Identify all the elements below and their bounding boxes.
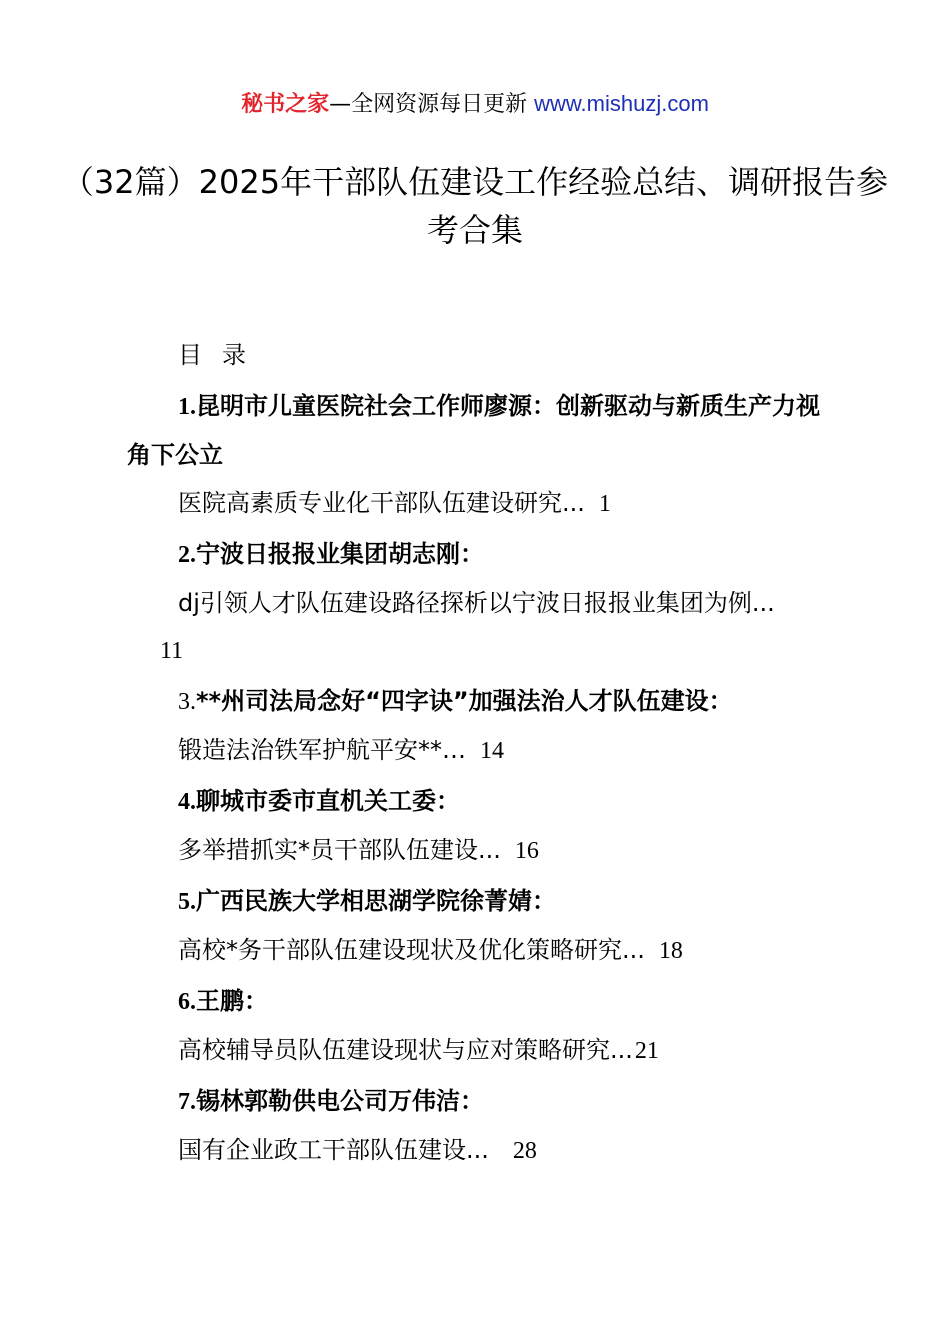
page-number: 1 xyxy=(598,491,611,517)
brand-slogan: —全网资源每日更新 xyxy=(329,92,528,117)
toc-entry[interactable] xyxy=(127,977,835,1075)
toc-entry-subtitle: 锻造法治铁军护航平安**… 14 xyxy=(178,736,504,764)
site-url-link[interactable]: www.mishuzj.com xyxy=(534,91,709,116)
toc-entry[interactable] xyxy=(127,382,835,528)
toc-entry-title: 3.**州司法局念好“四字诀”加强法治人才队伍建设： xyxy=(178,687,733,715)
toc-entry[interactable] xyxy=(127,530,835,675)
toc-entry-title: 2.宁波日报报业集团胡志刚： xyxy=(178,540,484,568)
site-banner xyxy=(0,88,950,121)
page-number: 14 xyxy=(480,738,504,764)
toc-entry-subtitle: 多举措抓实*员干部队伍建设... 16 xyxy=(178,836,539,864)
toc-entry[interactable] xyxy=(127,1077,835,1175)
toc-entry-subtitle: dj引领人才队伍建设路径探析以宁波日报报业集团为例... 11 xyxy=(127,579,835,675)
toc-entry-title: 4.聊城市委市直机关工委： xyxy=(178,787,460,815)
page-number: 28 xyxy=(512,1138,537,1164)
page-number: 18 xyxy=(658,938,683,964)
toc-entry-title: 5.广西民族大学相思湖学院徐菁婧： xyxy=(178,887,556,915)
toc-heading: 目录 xyxy=(178,341,266,369)
toc-entry-subtitle: 国有企业政工干部队伍建设... 28 xyxy=(178,1136,537,1164)
toc-entry-subtitle: 高校辅导员队伍建设现状与应对策略研究...21 xyxy=(178,1036,659,1064)
toc-entry-title: 6.王鹏： xyxy=(178,987,268,1015)
page-number: 11 xyxy=(160,638,184,664)
toc-entry[interactable] xyxy=(127,677,835,775)
toc-entry-subtitle: 高校*务干部队伍建设现状及优化策略研究... 18 xyxy=(178,936,683,964)
table-of-contents xyxy=(127,382,835,1177)
toc-entry-title: 7.锡林郭勒供电公司万伟洁： xyxy=(178,1087,484,1115)
toc-entry-subtitle: 医院高素质专业化干部队伍建设研究... 1 xyxy=(178,489,611,517)
toc-entry[interactable] xyxy=(127,877,835,975)
toc-entry-title: 1.昆明市儿童医院社会工作师廖源：创新驱动与新质生产力视角下公立 xyxy=(127,392,820,469)
brand-name: 秘书之家 xyxy=(241,92,330,117)
document-title: （32篇）2025年干部队伍建设工作经验总结、调研报告参考合集 xyxy=(61,163,889,249)
page-number: 16 xyxy=(514,838,539,864)
page-number: 21 xyxy=(634,1038,659,1064)
toc-entry[interactable] xyxy=(127,777,835,875)
